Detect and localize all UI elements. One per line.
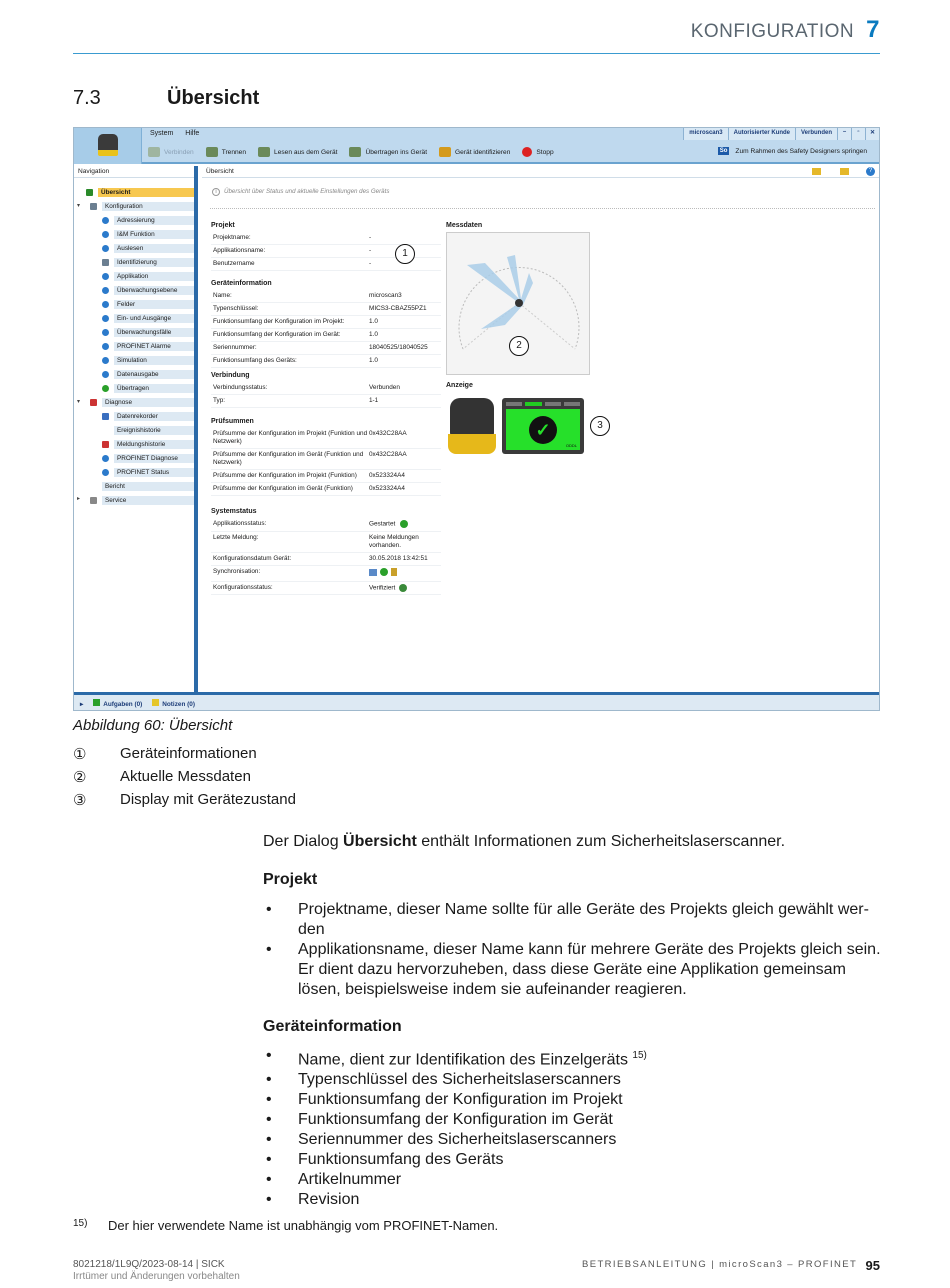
section-title bbox=[73, 87, 259, 110]
nav-item-overview[interactable]: Übersicht bbox=[86, 186, 194, 198]
callout-1: 1 bbox=[395, 244, 415, 264]
transfer-button[interactable] bbox=[349, 147, 427, 157]
info-row: Prüfsumme der Konfiguration im Gerät (Funktion) 0x523324A4 bbox=[211, 483, 441, 496]
doc-id: 8021218/1L9Q/2023-08-14 | SICK bbox=[73, 1259, 225, 1270]
nav-item-event-history[interactable]: Ereignishistorie bbox=[102, 424, 194, 436]
disconnect-label: Trennen bbox=[221, 148, 247, 156]
measurement-label: Messdaten bbox=[446, 222, 483, 229]
bottom-bar bbox=[74, 692, 879, 711]
footnote-ref[interactable]: 15) bbox=[632, 1050, 647, 1061]
identify-label: Gerät identifizieren bbox=[455, 148, 511, 156]
footer-left bbox=[73, 1259, 240, 1283]
jump-to-designer-button[interactable] bbox=[718, 147, 867, 155]
bullet-icon bbox=[102, 371, 109, 378]
project-title: Projekt bbox=[211, 222, 235, 229]
bullet-icon bbox=[102, 343, 109, 350]
blank-icon bbox=[102, 427, 109, 434]
display-screen bbox=[506, 409, 580, 450]
identify-icon bbox=[439, 147, 451, 157]
legend-item: ② Aktuelle Messdaten bbox=[73, 768, 251, 786]
nav-item-configuration[interactable]: Konfiguration bbox=[90, 200, 194, 212]
nav-item-diagnosis[interactable]: Diagnose bbox=[90, 396, 194, 408]
connect-icon bbox=[148, 147, 160, 157]
info-row: Benutzername - bbox=[211, 258, 441, 271]
toolbar bbox=[148, 147, 566, 157]
scan-contour bbox=[467, 255, 533, 329]
info-row: Konfigurationsdatum Gerät: 30.05.2018 13:42:51 bbox=[211, 553, 441, 566]
nav-item-report[interactable]: Bericht bbox=[90, 480, 194, 492]
info-row: Typenschlüssel: MICS3-CBAZ55PZ1 bbox=[211, 303, 441, 316]
scanner-base bbox=[448, 434, 496, 454]
bullet-icon bbox=[102, 469, 109, 476]
footnote: 15) Der hier verwendete Name ist unabhängig vom PROFINET-Namen. bbox=[73, 1218, 499, 1233]
callout-2: 2 bbox=[509, 336, 529, 356]
page-header bbox=[73, 0, 880, 54]
chapter-number: 7 bbox=[866, 16, 880, 43]
diagnosis-icon bbox=[90, 399, 97, 406]
section-number: 7.3 bbox=[73, 87, 101, 109]
connect-label: Verbinden bbox=[164, 148, 194, 156]
list-item: • Funktionsumfang der Konfiguration im Projekt bbox=[263, 1090, 883, 1110]
info-row: Projektname: - bbox=[211, 232, 441, 245]
nav-item-im-function[interactable]: I&M Funktion bbox=[102, 228, 194, 240]
info-row: Prüfsumme der Konfiguration im Projekt (Funktion) 0x523324A4 bbox=[211, 470, 441, 483]
legend-item: ③ Display mit Gerätezustand bbox=[73, 791, 296, 809]
nav-item-profinet-alarms[interactable]: PROFINET Alarme bbox=[102, 340, 194, 352]
note-icon bbox=[152, 699, 159, 706]
bullet-icon bbox=[102, 273, 109, 280]
info-row: Letzte Meldung: Keine Meldungen vorhanden. bbox=[211, 532, 441, 553]
overview-icon bbox=[86, 189, 93, 196]
expand-icon[interactable]: ▸ bbox=[80, 700, 84, 708]
info-row: Applikationsname: - bbox=[211, 245, 441, 258]
nav-item-message-history[interactable]: Meldungshistorie bbox=[102, 438, 194, 450]
minimize-button[interactable]: – bbox=[837, 128, 851, 140]
project-list bbox=[263, 900, 883, 1000]
overview-header: Übersicht bbox=[202, 166, 879, 178]
divider bbox=[210, 208, 875, 209]
close-button[interactable]: ✕ bbox=[865, 128, 879, 140]
scanner-dot-icon bbox=[515, 299, 523, 307]
bullet-icon bbox=[102, 217, 109, 224]
notes-tab[interactable]: Notizen (0) bbox=[152, 699, 195, 708]
chapter-title: KONFIGURATION bbox=[690, 21, 855, 42]
list-item: • Typenschlüssel des Sicherheitslaserscanners bbox=[263, 1070, 883, 1090]
system-status-group bbox=[211, 508, 441, 595]
expand-icon[interactable]: ▸ bbox=[77, 496, 81, 502]
list-item: • Revision bbox=[263, 1190, 883, 1210]
stop-label: Stopp bbox=[536, 148, 554, 156]
stop-icon bbox=[522, 147, 532, 157]
transfer-label: Übertragen ins Gerät bbox=[365, 148, 428, 156]
intro-paragraph: Der Dialog Übersicht enthält Informationen zum Sicherheitslaserscanner. bbox=[263, 833, 786, 850]
menu-help[interactable]: Hilfe bbox=[185, 130, 200, 137]
read-icon bbox=[258, 147, 270, 157]
info-row: Prüfsumme der Konfiguration im Gerät (Funktion und Netzwerk) 0x432C28AA bbox=[211, 449, 441, 470]
configuration-icon bbox=[90, 203, 97, 210]
scanner-device-image bbox=[448, 396, 496, 456]
nav-item-application[interactable]: Applikation bbox=[102, 270, 194, 282]
overview-hint: i Übersicht über Status und aktuelle Einstellungen des Geräts bbox=[212, 188, 389, 196]
bullet-icon bbox=[102, 245, 109, 252]
checksums-title: Prüfsummen bbox=[211, 418, 254, 425]
jump-label: Zum Rahmen des Safety Designers springen bbox=[735, 147, 867, 155]
identify-button[interactable] bbox=[439, 147, 510, 157]
checksums-group bbox=[211, 418, 441, 496]
bullet-icon bbox=[102, 329, 109, 336]
device-display bbox=[502, 398, 584, 454]
connect-button[interactable] bbox=[148, 147, 194, 157]
verified-icon bbox=[399, 584, 407, 592]
help-icon[interactable]: ? bbox=[866, 167, 875, 176]
nav-item-inputs-outputs[interactable]: Ein- und Ausgänge bbox=[102, 312, 194, 324]
list-item: • Projektname, dieser Name sollte für alle Geräte des Projekts gleich gewählt wer-den bbox=[263, 900, 883, 940]
project-heading: Projekt bbox=[263, 871, 318, 888]
nav-item-fields[interactable]: Felder bbox=[102, 298, 194, 310]
bullet-icon bbox=[102, 301, 109, 308]
stop-button[interactable] bbox=[522, 147, 553, 157]
nav-item-data-recorder[interactable]: Datenrekorder bbox=[102, 410, 194, 422]
safety-designer-icon: So bbox=[719, 148, 728, 154]
chapter-heading bbox=[691, 16, 880, 44]
info-row: Funktionsumfang des Geräts: 1.0 bbox=[211, 355, 441, 368]
nav-item-monitoring-cases[interactable]: Überwachungsfälle bbox=[102, 326, 194, 338]
nav-item-monitoring-plane[interactable]: Überwachungsebene bbox=[102, 284, 194, 296]
connection-title: Verbindung bbox=[211, 372, 250, 379]
disconnect-icon bbox=[206, 147, 218, 157]
play-icon[interactable] bbox=[400, 520, 408, 528]
read-label: Lesen aus dem Gerät bbox=[274, 148, 338, 156]
scanner-head bbox=[450, 398, 494, 436]
read-button[interactable] bbox=[258, 147, 337, 157]
status-connection: Verbunden bbox=[795, 128, 837, 140]
nav-item-service[interactable]: Service bbox=[90, 494, 194, 506]
list-item: • Funktionsumfang des Geräts bbox=[263, 1150, 883, 1170]
identification-icon bbox=[102, 259, 109, 266]
check-icon: ✓ bbox=[529, 416, 557, 444]
nav-item-profinet-diagnosis[interactable]: PROFINET Diagnose bbox=[102, 452, 194, 464]
bullet-icon bbox=[102, 455, 109, 462]
status-user: Autorisierter Kunde bbox=[728, 128, 795, 140]
scanner-icon bbox=[98, 134, 118, 156]
recorder-icon bbox=[102, 413, 109, 420]
display-brand: ODDL bbox=[565, 443, 577, 448]
info-row: Verbindungsstatus: Verbunden bbox=[211, 382, 441, 395]
sync-ok-icon bbox=[380, 568, 388, 576]
check-icon bbox=[102, 385, 109, 392]
menu-system[interactable]: System bbox=[150, 130, 174, 137]
nav-item-addressing[interactable]: Adressierung bbox=[102, 214, 194, 226]
navigation-panel bbox=[74, 166, 198, 692]
display-label: Anzeige bbox=[446, 382, 473, 389]
device-icon bbox=[391, 568, 397, 576]
display-leds bbox=[506, 402, 580, 406]
service-gear-icon bbox=[90, 497, 97, 504]
message-history-icon bbox=[102, 441, 109, 448]
info-row: Konfigurationsstatus: Verifiziert bbox=[211, 582, 441, 596]
callout-3: 3 bbox=[590, 416, 610, 436]
device-logo bbox=[74, 128, 142, 164]
status-device: microscan3 bbox=[683, 128, 727, 140]
info-row: Prüfsumme der Konfiguration im Projekt (Funktion und Netzwerk) 0x432C28AA bbox=[211, 428, 441, 449]
monitor-icon bbox=[369, 569, 377, 576]
list-item: • Funktionsumfang der Konfiguration im Gerät bbox=[263, 1110, 883, 1130]
list-item: • Seriennummer des Sicherheitslaserscanners bbox=[263, 1130, 883, 1150]
list-item: • Applikationsname, dieser Name kann für mehrere Geräte des Projekts gleich sein. Er dient dazu hervorzuheben, dass diese Geräte eine Applikation gemeinsam lösen, beispielsweise indem sie aufeinander reagieren. bbox=[263, 940, 883, 1000]
maximize-button[interactable]: ▫ bbox=[851, 128, 865, 140]
nav-item-identification[interactable]: Identifizierung bbox=[102, 256, 194, 268]
bullet-icon bbox=[102, 231, 109, 238]
blank-icon bbox=[90, 483, 97, 490]
bullet-icon bbox=[102, 287, 109, 294]
nav-item-data-output[interactable]: Datenausgabe bbox=[102, 368, 194, 380]
menu-bar bbox=[150, 130, 209, 137]
transfer-icon bbox=[349, 147, 361, 157]
overview-panel bbox=[202, 166, 879, 692]
collapse-icon[interactable]: ▾ bbox=[77, 399, 81, 405]
info-row: Name: microscan3 bbox=[211, 290, 441, 303]
disclaimer: Irrtümer und Änderungen vorbehalten bbox=[73, 1271, 240, 1282]
app-screenshot bbox=[73, 127, 880, 711]
manual-title: BETRIEBSANLEITUNG | microScan3 – PROFINET bbox=[582, 1259, 858, 1270]
info-icon: i bbox=[212, 188, 220, 196]
device-info-heading: Geräteinformation bbox=[263, 1018, 402, 1035]
info-row: Funktionsumfang der Konfiguration im Gerät: 1.0 bbox=[211, 329, 441, 342]
flag-icon bbox=[93, 699, 100, 706]
info-row: Seriennummer: 18040525/18040525 bbox=[211, 342, 441, 355]
bullet-icon bbox=[102, 357, 109, 364]
device-info-list bbox=[263, 1046, 883, 1210]
device-info-group bbox=[211, 280, 441, 368]
device-info-title: Geräteinformation bbox=[211, 280, 272, 287]
app-top-band bbox=[74, 128, 879, 164]
nav-header: Navigation bbox=[74, 166, 194, 178]
legend-item: ① Geräteinformationen bbox=[73, 745, 257, 763]
info-row: Funktionsumfang der Konfiguration im Projekt: 1.0 bbox=[211, 316, 441, 329]
figure-caption: Abbildung 60: Übersicht bbox=[73, 717, 233, 734]
collapse-icon[interactable]: ▾ bbox=[77, 203, 81, 209]
nav-item-transfer[interactable]: Übertragen bbox=[102, 382, 194, 394]
tasks-tab[interactable]: Aufgaben (0) bbox=[93, 699, 142, 708]
panel-tool-icon[interactable] bbox=[812, 168, 821, 175]
panel-tool-icon[interactable] bbox=[840, 168, 849, 175]
sync-icons bbox=[369, 568, 441, 579]
info-row: Synchronisation: bbox=[211, 566, 441, 582]
nav-item-profinet-status[interactable]: PROFINET Status bbox=[102, 466, 194, 478]
bullet-icon bbox=[102, 315, 109, 322]
system-status-title: Systemstatus bbox=[211, 508, 257, 515]
connection-group bbox=[211, 372, 441, 408]
info-row: Typ: 1-1 bbox=[211, 395, 441, 408]
list-item: • Artikelnummer bbox=[263, 1170, 883, 1190]
disconnect-button[interactable] bbox=[206, 147, 246, 157]
info-row: Applikationsstatus: Gestartet bbox=[211, 518, 441, 532]
list-item: • Name, dient zur Identifikation des Einzelgeräts $^{15)}$ bbox=[263, 1046, 883, 1070]
page-number: 95 bbox=[865, 1258, 880, 1273]
nav-item-simulation[interactable]: Simulation bbox=[102, 354, 194, 366]
nav-item-read-out[interactable]: Auslesen bbox=[102, 242, 194, 254]
status-box bbox=[683, 128, 879, 140]
section-name: Übersicht bbox=[167, 87, 260, 109]
